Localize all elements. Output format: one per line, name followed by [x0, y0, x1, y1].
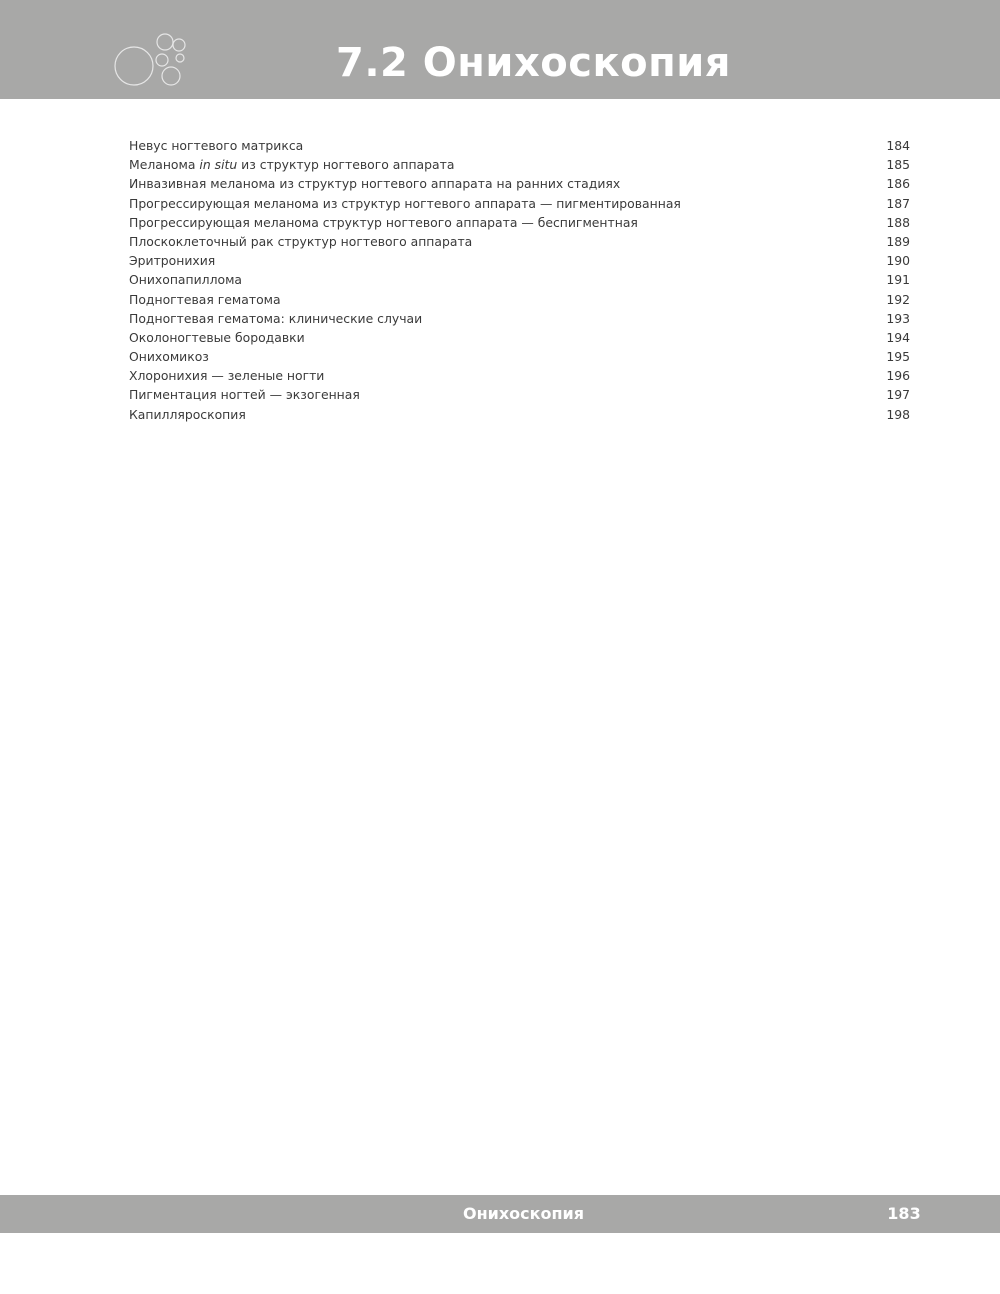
- toc-entry-page: 185: [886, 157, 910, 173]
- toc-entry-title: [129, 251, 215, 270]
- toc-entry-title-text: Пигментация ногтей — экзогенная: [129, 387, 360, 403]
- toc-entry-title: [129, 155, 454, 174]
- toc-entry: [129, 174, 910, 193]
- toc-entry-title: [129, 136, 303, 155]
- toc-entry-page: 191: [886, 272, 910, 288]
- toc-entry: [129, 213, 910, 232]
- toc-entry-page: 190: [886, 253, 910, 269]
- toc-entry-title-text: Инвазивная меланома из структур ногтевого аппарата на ранних стадиях: [129, 176, 621, 192]
- page-title: 7.2 Онихоскопия: [336, 40, 731, 86]
- toc-entry-page: 187: [886, 195, 910, 211]
- toc-entry-page: 192: [886, 291, 910, 307]
- toc-entry-page: 184: [886, 138, 910, 153]
- toc-entry-page: 197: [886, 387, 910, 403]
- toc-entry-title-text: Невус ногтевого матрикса: [129, 138, 304, 153]
- toc-entry: [129, 155, 910, 174]
- toc-entry-title-text: Подногтевая гематома: клинические случаи: [129, 310, 423, 326]
- toc-entry-title-text: Меланома: [129, 157, 200, 173]
- toc-entry: [129, 405, 910, 424]
- toc-entry-title: [129, 385, 360, 404]
- toc-entry-title: [129, 405, 246, 424]
- toc-entry-title-text: Капилляроскопия: [129, 406, 246, 422]
- toc-entry-title: [129, 213, 638, 232]
- toc-entry-title-text: Прогрессирующая меланома из структур ногтевого аппарата — пигментированная: [129, 195, 681, 211]
- toc-entry: [129, 347, 910, 366]
- toc-entry-title-text: Эритронихия: [129, 253, 216, 269]
- toc-entry-title: [129, 290, 281, 309]
- toc-entry-title: [129, 270, 242, 289]
- toc-entry-title: [129, 366, 324, 385]
- footer-band: [0, 1195, 1000, 1233]
- toc-entry-title-text: Онихомикоз: [129, 349, 209, 365]
- toc-entry-title-text: Подногтевая гематома: [129, 291, 281, 307]
- toc-entry-page: 198: [886, 406, 910, 422]
- toc-entry-title: [129, 194, 681, 213]
- toc-entry: [129, 232, 910, 251]
- toc-entry-page: 194: [886, 329, 910, 345]
- toc-entry: [129, 270, 910, 289]
- toc-entry-page: 196: [886, 368, 910, 384]
- toc-entry: [129, 309, 910, 328]
- toc-entry-title-text: Плоскоклеточный рак структур ногтевого аппарата: [129, 233, 473, 249]
- toc-entry-page: 195: [886, 349, 910, 365]
- toc-entry-page: 189: [886, 233, 910, 249]
- toc-entry: [129, 328, 910, 347]
- footer-section-title: Онихоскопия: [462, 1204, 585, 1223]
- toc-entry-title: [129, 232, 472, 251]
- toc-entry-title-text-after: из структур ногтевого аппарата: [237, 157, 455, 173]
- header-band: [0, 0, 1000, 99]
- toc-entry-title: [129, 174, 620, 193]
- bubbles-logo-icon: [112, 32, 192, 88]
- toc-entry-page: 188: [886, 214, 910, 230]
- toc-entry-title-text: Околоногтевые бородавки: [129, 329, 305, 345]
- toc-entry: [129, 385, 910, 404]
- toc-entry: [129, 194, 910, 213]
- toc-entry-title: [129, 328, 305, 347]
- toc-entry-page: 186: [886, 176, 910, 192]
- toc-entry: [129, 290, 910, 309]
- toc-entry-title-text: Онихопапиллома: [129, 272, 243, 288]
- toc-entry: [129, 251, 910, 270]
- toc-entry-page: 193: [886, 310, 910, 326]
- toc-entry-title-text: Хлоронихия — зеленые ногти: [129, 368, 325, 384]
- toc-entry: [129, 366, 910, 385]
- page-number: 183: [887, 1204, 921, 1223]
- table-of-contents: [129, 136, 910, 424]
- toc-entry-title-italic: in situ: [199, 157, 238, 173]
- toc-entry-title: [129, 309, 422, 328]
- toc-entry-title-text: Прогрессирующая меланома структур ногтевого аппарата — беспигментная: [129, 214, 638, 230]
- toc-entry: [129, 136, 910, 155]
- toc-entry-title: [129, 347, 209, 366]
